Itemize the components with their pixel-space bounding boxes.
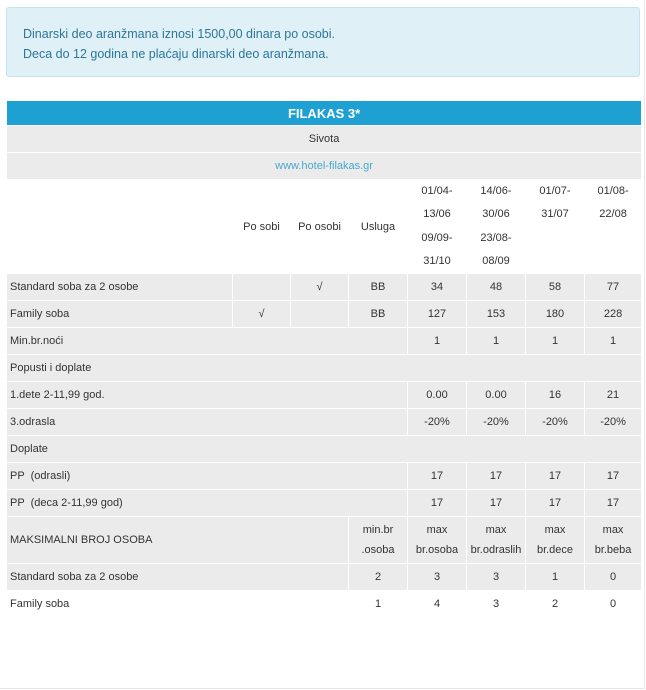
notice-line-2: Deca do 12 godina ne plaćaju dinarski deo aranžmana.	[23, 47, 329, 61]
price-cell: 153	[467, 301, 526, 328]
hotel-location: Sivota	[7, 126, 642, 153]
table-row	[7, 564, 642, 591]
section-label: Popusti i doplate	[7, 355, 642, 382]
header-period-3: 01/07- 31/07	[526, 180, 585, 227]
hotel-title-row	[7, 101, 642, 126]
value-cell: 0.00	[467, 382, 526, 409]
header-period-4: 01/08- 22/08	[585, 180, 642, 227]
value-cell: 17	[526, 463, 585, 490]
value-cell: -20%	[467, 409, 526, 436]
value-cell: 1	[526, 564, 585, 591]
price-table	[6, 100, 642, 618]
website-row	[7, 153, 642, 180]
service-type: BB	[349, 301, 408, 328]
section-label: Doplate	[7, 436, 642, 463]
po-sobi-mark: √	[233, 301, 291, 328]
max-header-osoba: max br.osoba	[408, 517, 467, 564]
table-row	[7, 436, 642, 463]
hotel-title: FILAKAS 3*	[7, 101, 642, 126]
table-row	[7, 274, 642, 301]
discount-label: 1.dete 2-11,99 god.	[7, 382, 408, 409]
room-label: Family soba	[7, 301, 233, 328]
supplement-label: PP (odrasli)	[7, 463, 408, 490]
value-cell: 17	[467, 490, 526, 517]
value-cell: -20%	[408, 409, 467, 436]
table-row	[7, 591, 642, 618]
value-cell: 2	[349, 564, 408, 591]
max-header-dece: max br.dece	[526, 517, 585, 564]
value-cell: 17	[585, 490, 642, 517]
max-header-beba: max br.beba	[585, 517, 642, 564]
table-row	[7, 301, 642, 328]
info-notice	[6, 7, 640, 77]
price-cell: 58	[526, 274, 585, 301]
table-row	[7, 409, 642, 436]
service-type: BB	[349, 274, 408, 301]
value-cell: 17	[526, 490, 585, 517]
po-osobi-mark: √	[291, 274, 349, 301]
value-cell: 0	[585, 564, 642, 591]
min-nights-label: Min.br.noći	[7, 328, 408, 355]
value-cell: 0.00	[408, 382, 467, 409]
value-cell: 3	[467, 564, 526, 591]
value-cell: 17	[467, 463, 526, 490]
room-label: Standard soba za 2 osobe	[7, 564, 349, 591]
supplement-label: PP (deca 2-11,99 god)	[7, 490, 408, 517]
value-cell: 1	[585, 328, 642, 355]
location-row	[7, 126, 642, 153]
po-osobi-mark	[291, 301, 349, 328]
table-row	[7, 382, 642, 409]
table-row	[7, 355, 642, 382]
value-cell: 17	[408, 490, 467, 517]
table-row	[7, 490, 642, 517]
header-period-2-alt: 23/08- 08/09	[467, 227, 526, 274]
header-usluga: Usluga	[349, 180, 408, 274]
header-period-4-alt	[585, 227, 642, 274]
header-period-1: 01/04- 13/06	[408, 180, 467, 227]
value-cell: 1	[526, 328, 585, 355]
max-persons-label: MAKSIMALNI BROJ OSOBA	[7, 517, 349, 564]
value-cell: 17	[408, 463, 467, 490]
value-cell: -20%	[585, 409, 642, 436]
price-cell: 228	[585, 301, 642, 328]
max-persons-header-row	[7, 517, 642, 564]
price-cell: 34	[408, 274, 467, 301]
table-row	[7, 328, 642, 355]
header-period-2: 14/06- 30/06	[467, 180, 526, 227]
value-cell: 16	[526, 382, 585, 409]
price-cell: 77	[585, 274, 642, 301]
header-period-3-alt	[526, 227, 585, 274]
value-cell: 1	[408, 328, 467, 355]
max-header-min-osoba: min.br .osoba	[349, 517, 408, 564]
value-cell: 17	[585, 463, 642, 490]
po-sobi-mark	[233, 274, 291, 301]
value-cell: 4	[408, 591, 467, 618]
value-cell: 0	[585, 591, 642, 618]
hotel-website-link[interactable]: www.hotel-filakas.gr	[7, 153, 642, 180]
value-cell: 2	[526, 591, 585, 618]
notice-line-1: Dinarski deo aranžmana iznosi 1500,00 dinara po osobi.	[23, 27, 335, 41]
price-cell: 48	[467, 274, 526, 301]
value-cell: 3	[408, 564, 467, 591]
price-cell: 127	[408, 301, 467, 328]
header-period-1-alt: 09/09- 31/10	[408, 227, 467, 274]
header-po-osobi: Po osobi	[291, 180, 349, 274]
value-cell: 21	[585, 382, 642, 409]
period-header-row-1	[7, 180, 642, 227]
value-cell: -20%	[526, 409, 585, 436]
room-label: Family soba	[7, 591, 349, 618]
price-cell: 180	[526, 301, 585, 328]
header-po-sobi: Po sobi	[233, 180, 291, 274]
discount-label: 3.odrasla	[7, 409, 408, 436]
header-empty-cell	[7, 180, 233, 274]
max-header-odraslih: max br.odraslih	[467, 517, 526, 564]
table-row	[7, 463, 642, 490]
value-cell: 1	[467, 328, 526, 355]
value-cell: 1	[349, 591, 408, 618]
value-cell: 3	[467, 591, 526, 618]
room-label: Standard soba za 2 osobe	[7, 274, 233, 301]
